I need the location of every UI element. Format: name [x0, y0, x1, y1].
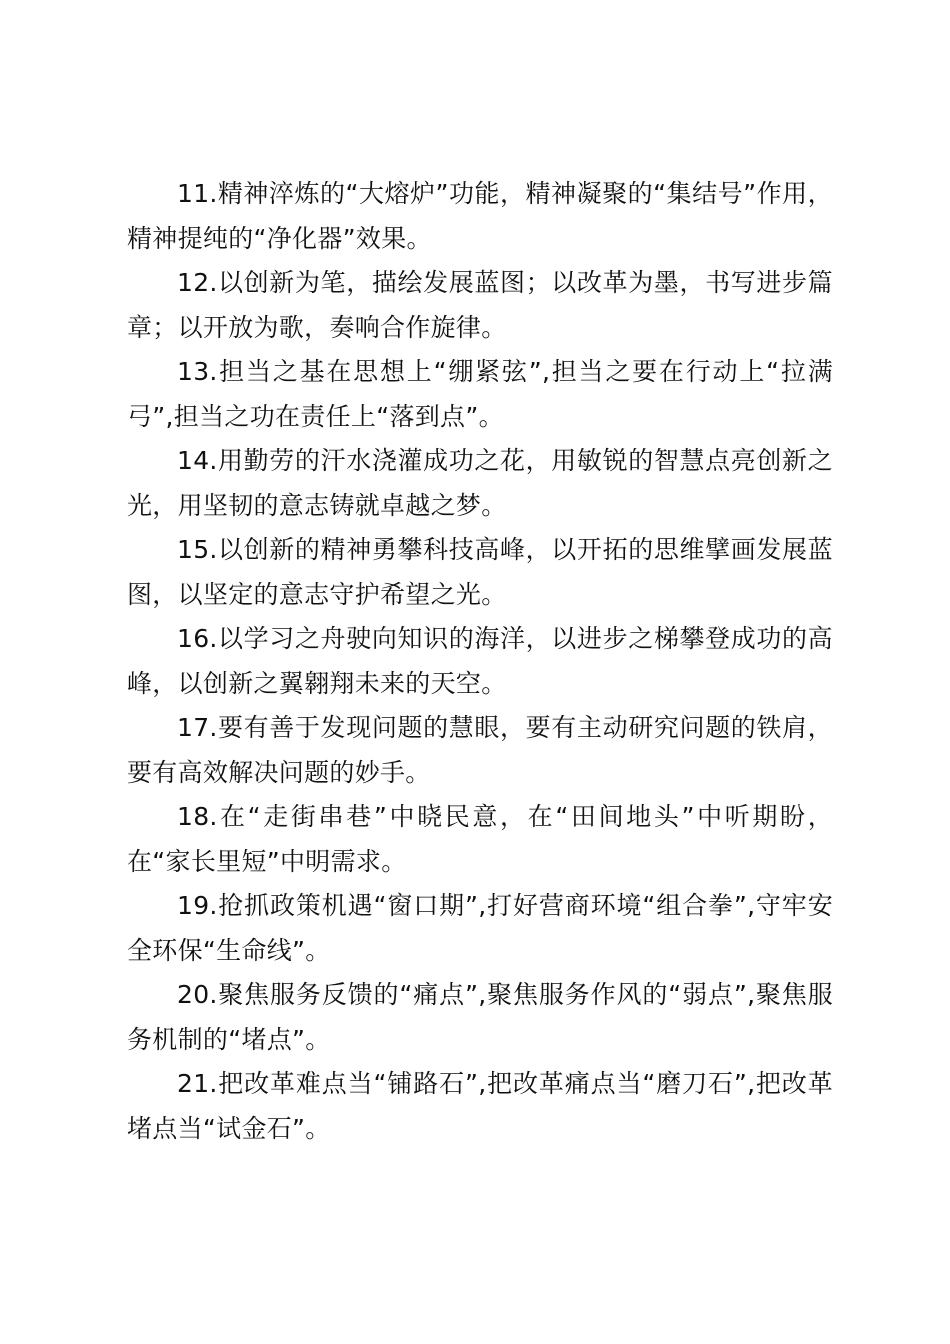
paragraph-19: 19.抢抓政策机遇“窗口期”,打好营商环境“组合拳”,守牢安全环保“生命线”。	[127, 891, 833, 965]
paragraph-18: 18.在“走街串巷”中晓民意，在“田间地头”中听期盼，在“家长里短”中明需求。	[127, 802, 833, 876]
paragraph-17: 17.要有善于发现问题的慧眼，要有主动研究问题的铁肩，要有高效解决问题的妙手。	[127, 713, 833, 787]
paragraph-21: 21.把改革难点当“铺路石”,把改革痛点当“磨刀石”,把改革堵点当“试金石”。	[127, 1069, 833, 1143]
paragraph-15: 15.以创新的精神勇攀科技高峰，以开拓的思维擘画发展蓝图，以坚定的意志守护希望之光。	[127, 535, 833, 609]
paragraph-11: 11.精神淬炼的“大熔炉”功能，精神凝聚的“集结号”作用，精神提纯的“净化器”效果。	[127, 179, 833, 253]
paragraph-20: 20.聚焦服务反馈的“痛点”,聚焦服务作风的“弱点”,聚焦服务机制的“堵点”。	[127, 980, 833, 1054]
paragraph-14: 14.用勤劳的汗水浇灌成功之花，用敏锐的智慧点亮创新之光，用坚韧的意志铸就卓越之梦。	[127, 446, 833, 520]
paragraph-16: 16.以学习之舟驶向知识的海洋，以进步之梯攀登成功的高峰，以创新之翼翱翔未来的天空。	[127, 624, 833, 698]
document-body	[127, 172, 833, 1151]
paragraph-13: 13.担当之基在思想上“绷紧弦”,担当之要在行动上“拉满弓”,担当之功在责任上“落到点”。	[127, 357, 833, 431]
paragraph-12: 12.以创新为笔，描绘发展蓝图；以改革为墨，书写进步篇章；以开放为歌，奏响合作旋律。	[127, 268, 833, 342]
